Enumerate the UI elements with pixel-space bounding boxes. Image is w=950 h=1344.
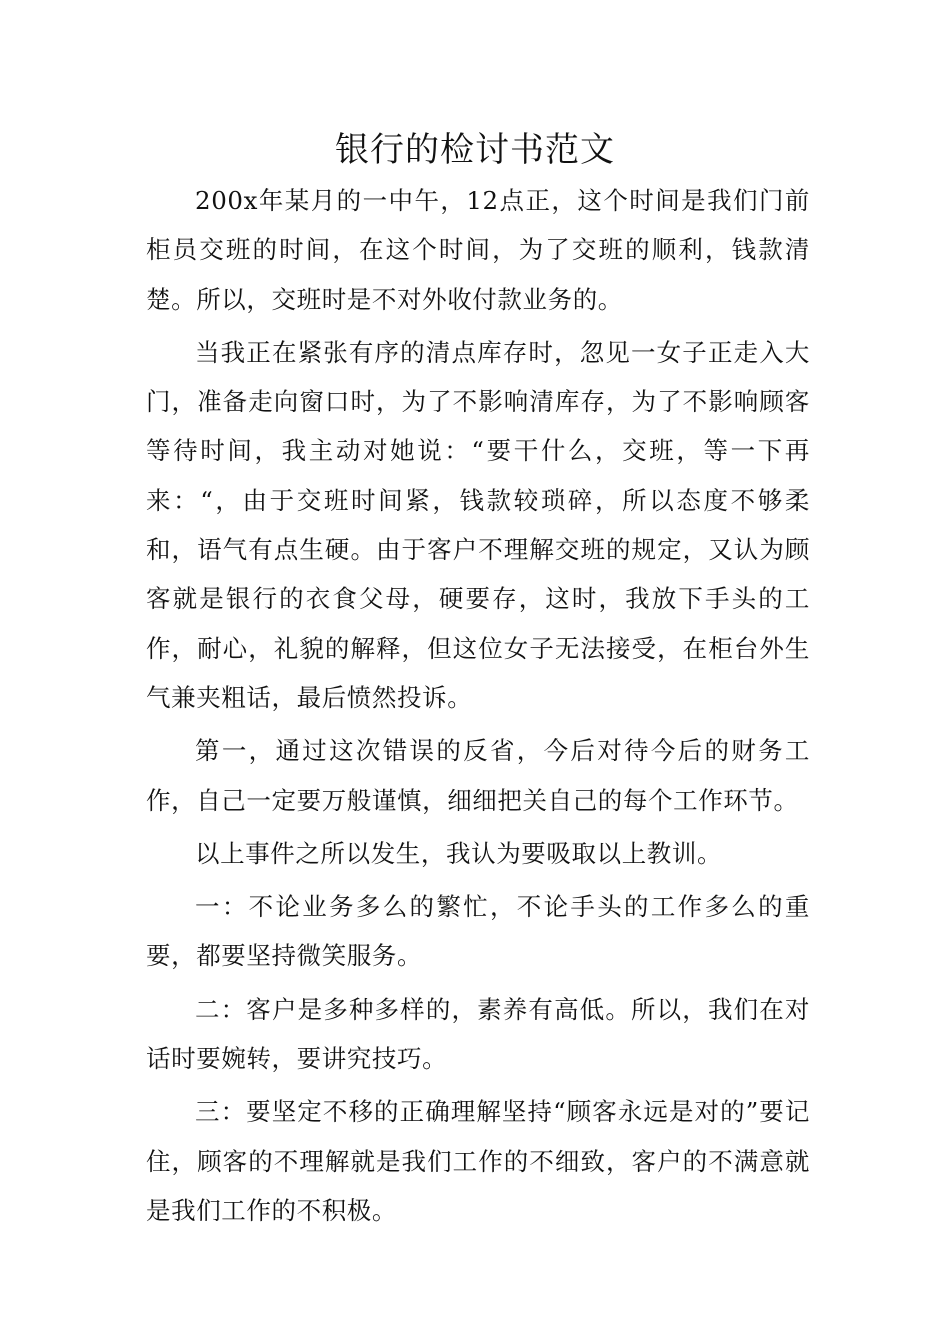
paragraph-1: 200x年某月的一中午，12点正，这个时间是我们门前柜员交班的时间，在这个时间，为了交班的顺利，钱款清楚。所以，交班时是不对外收付款业务的。 bbox=[146, 186, 810, 314]
paragraph-2: 当我正在紧张有序的清点库存时，忽见一女子正走入大门，准备走向窗口时，为了不影响清库存，为了不影响顾客等待时间，我主动对她说：“要干什么，交班，等一下再来：“，由于交班时间紧，钱款较琐碎，所以态度不够柔和，语气有点生硬。由于客户不理解交班的规定，又认为顾客就是银行的衣食父母，硬要存，这时，我放下手头的工作，耐心，礼貌的解释，但这位女子无法接受，在柜台外生气兼夹粗话，最后愤然投诉。 bbox=[146, 337, 810, 712]
paragraph-4: 以上事件之所以发生，我认为要吸取以上教训。 bbox=[195, 838, 723, 868]
paragraph-7: 三：要坚定不移的正确理解坚持“顾客永远是对的”要记住，顾客的不理解就是我们工作的不细致，客户的不满意就是我们工作的不积极。 bbox=[146, 1097, 810, 1225]
paragraph-6: 二：客户是多种多样的，素养有高低。所以，我们在对话时要婉转，要讲究技巧。 bbox=[146, 994, 810, 1074]
paragraph-5: 一：不论业务多么的繁忙，不论手头的工作多么的重要，都要坚持微笑服务。 bbox=[146, 892, 810, 971]
document-body bbox=[146, 176, 810, 1239]
document-title: 银行的检讨书范文 bbox=[335, 130, 615, 170]
paragraph-3: 第一，通过这次错误的反省，今后对待今后的财务工作，自己一定要万般谨慎，细细把关自己的每个工作环节。 bbox=[146, 736, 810, 815]
